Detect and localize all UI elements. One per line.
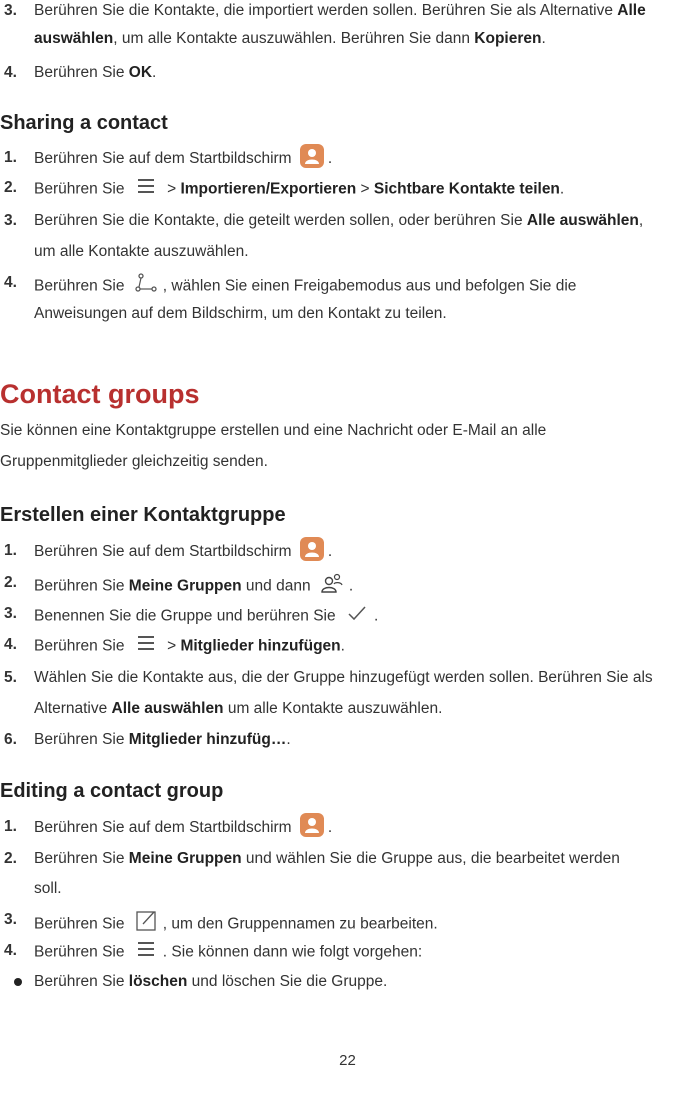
menu-icon [133,177,159,202]
contacts-app-icon [300,537,324,561]
step-number: 2. [4,850,17,867]
step-text: Benennen Sie die Gruppe und berühren Sie . [34,603,378,630]
menu-icon [133,940,159,965]
step-text: Berühren Sie , wählen Sie einen Freigabemodus aus und befolgen Sie die [34,272,576,301]
step-number: 4. [4,64,17,81]
step-text: Berühren Sie Mitglieder hinzufüg…. [34,731,291,748]
step-number: 1. [4,818,17,835]
step-number: 4. [4,942,17,959]
menu-icon [133,634,159,659]
section-heading: Sharing a contact [0,112,168,134]
step-text: Berühren Sie die Kontakte, die importiert werden sollen. Berühren Sie als Alternative Alle [34,2,646,19]
step-text: Berühren Sie > Importieren/Exportieren > Sichtbare Kontakte teilen. [34,177,564,202]
step-text: Anweisungen auf dem Bildschirm, um den Kontakt zu teilen. [34,305,447,322]
section-heading: Editing a contact group [0,780,224,802]
step-number: 3. [4,2,17,19]
step-text: Wählen Sie die Kontakte aus, die der Gruppe hinzugefügt werden sollen. Berühren Sie als [34,669,653,686]
intro-text: Gruppenmitglieder gleichzeitig senden. [0,453,268,470]
section-heading: Erstellen einer Kontaktgruppe [0,504,286,526]
step-text: Berühren Sie auf dem Startbildschirm . [34,147,332,171]
step-number: 5. [4,669,17,686]
add-group-icon [319,572,345,601]
step-number: 3. [4,911,17,928]
step-number: 1. [4,149,17,166]
step-text: soll. [34,880,62,897]
step-text: Berühren Sie > Mitglieder hinzufügen. [34,634,345,659]
step-number: 6. [4,731,17,748]
step-text: Berühren Sie Meine Gruppen und wählen Sie die Gruppe aus, die bearbeitet werden [34,850,620,867]
edit-icon [133,909,159,940]
contacts-app-icon [300,813,324,837]
step-number: 3. [4,605,17,622]
bullet-text: Berühren Sie löschen und löschen Sie die Gruppe. [34,973,388,990]
step-text: auswählen, um alle Kontakte auszuwählen. Berühren Sie dann Kopieren. [34,30,546,47]
bullet-icon [14,978,22,986]
step-text: Berühren Sie . Sie können dann wie folgt vorgehen: [34,940,422,965]
step-number: 4. [4,636,17,653]
step-text: Alternative Alle auswählen um alle Kontakte auszuwählen. [34,700,443,717]
step-text: Berühren Sie auf dem Startbildschirm . [34,816,332,840]
step-number: 4. [4,274,17,291]
intro-text: Sie können eine Kontaktgruppe erstellen und eine Nachricht oder E-Mail an alle [0,422,547,439]
step-text: um alle Kontakte auszuwählen. [34,243,249,260]
step-number: 1. [4,542,17,559]
check-icon [344,603,370,630]
contacts-app-icon [300,144,324,168]
step-text: Berühren Sie Meine Gruppen und dann . [34,572,353,601]
step-text: Berühren Sie , um den Gruppennamen zu bearbeiten. [34,909,438,940]
page-number: 22 [339,1052,356,1069]
step-text: Berühren Sie auf dem Startbildschirm . [34,540,332,564]
step-number: 2. [4,179,17,196]
share-icon [133,272,159,301]
chapter-title: Contact groups [0,379,200,409]
step-text: Berühren Sie die Kontakte, die geteilt werden sollen, oder berühren Sie Alle auswählen, [34,212,644,229]
step-text: Berühren Sie OK. [34,64,157,81]
step-number: 2. [4,574,17,591]
step-number: 3. [4,212,17,229]
